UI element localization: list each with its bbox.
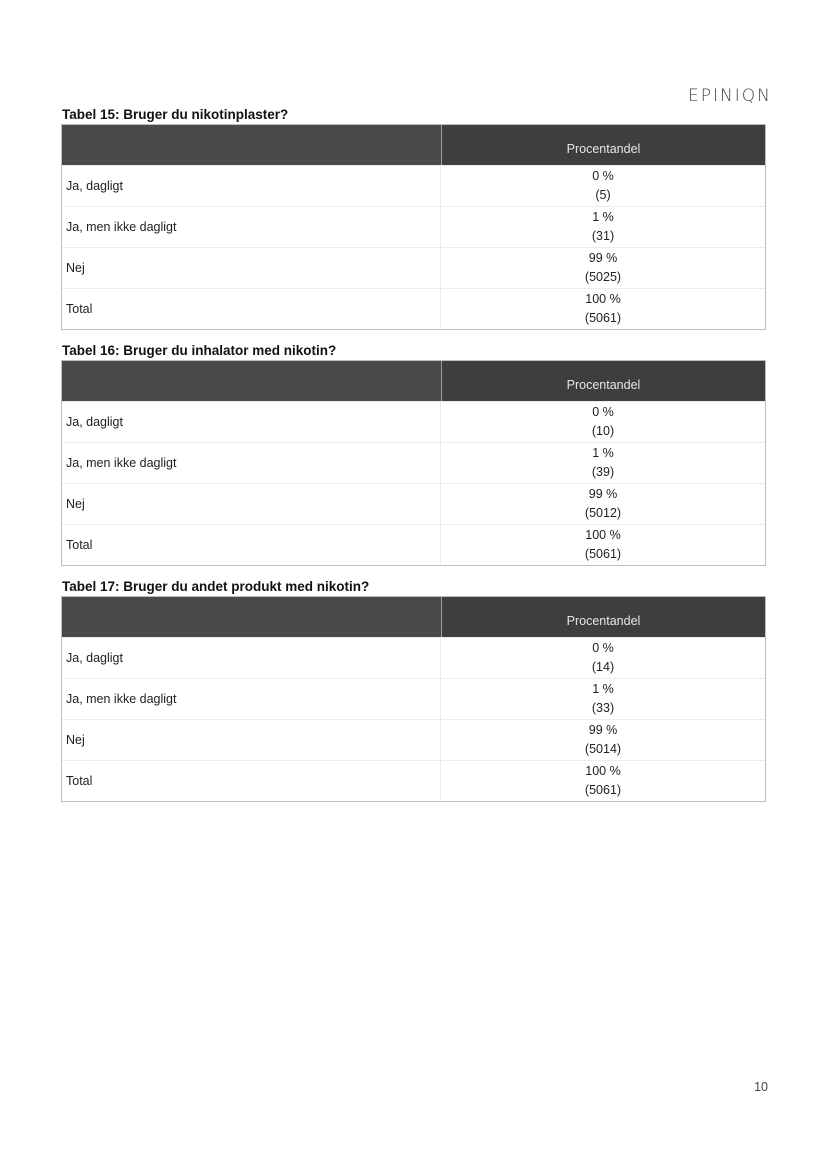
- percent-value: 100 %: [585, 764, 621, 778]
- count-value: (33): [591, 701, 615, 715]
- row-value: [441, 484, 765, 524]
- header-blank-cell: [62, 361, 442, 401]
- table-row: [62, 165, 765, 206]
- table-row: [62, 442, 765, 483]
- row-value: [441, 638, 765, 678]
- percent-value: 99 %: [588, 723, 618, 737]
- row-label: Ja, dagligt: [62, 638, 441, 678]
- percent-value: 99 %: [588, 487, 618, 501]
- row-value: [441, 720, 765, 760]
- table-row: [62, 719, 765, 760]
- percent-value: 1 %: [592, 446, 614, 460]
- row-label: Total: [62, 525, 441, 565]
- count-value: (5061): [584, 783, 622, 797]
- row-value: [441, 402, 765, 442]
- table-17-title: Tabel 17: Bruger du andet produkt med nikotin?: [62, 579, 370, 594]
- table-row: [62, 483, 765, 524]
- table-header: [62, 361, 765, 401]
- table-16-title: Tabel 16: Bruger du inhalator med nikotin?: [62, 343, 337, 358]
- header-blank-cell: [62, 125, 442, 165]
- row-label: Total: [62, 289, 441, 329]
- row-value: [441, 166, 765, 206]
- row-label: Ja, men ikke dagligt: [62, 207, 441, 247]
- table-17: [61, 596, 766, 802]
- table-row: [62, 760, 765, 801]
- table-header: [62, 125, 765, 165]
- row-label: Nej: [62, 720, 441, 760]
- row-label: Total: [62, 761, 441, 801]
- count-value: (5): [595, 188, 611, 202]
- row-value: [441, 207, 765, 247]
- table-row: [62, 288, 765, 329]
- column-header-procentandel: Procentandel: [442, 125, 765, 165]
- percent-value: 0 %: [592, 641, 614, 655]
- count-value: (39): [591, 465, 615, 479]
- table-15: [61, 124, 766, 330]
- table-row: [62, 524, 765, 565]
- count-value: (31): [591, 229, 615, 243]
- header-blank-cell: [62, 597, 442, 637]
- percent-value: 0 %: [592, 169, 614, 183]
- column-header-procentandel: Procentandel: [442, 361, 765, 401]
- percent-value: 1 %: [592, 210, 614, 224]
- percent-value: 100 %: [585, 528, 621, 542]
- count-value: (5061): [584, 547, 622, 561]
- epinion-logo: EPINIQN: [688, 86, 772, 106]
- count-value: (5012): [584, 506, 622, 520]
- row-value: [441, 761, 765, 801]
- percent-value: 0 %: [592, 405, 614, 419]
- table-15-title: Tabel 15: Bruger du nikotinplaster?: [62, 107, 289, 122]
- percent-value: 99 %: [588, 251, 618, 265]
- table-header: [62, 597, 765, 637]
- percent-value: 1 %: [592, 682, 614, 696]
- count-value: (5014): [584, 742, 622, 756]
- page-number: 10: [754, 1080, 768, 1094]
- table-row: [62, 401, 765, 442]
- row-label: Ja, men ikke dagligt: [62, 443, 441, 483]
- table-row: [62, 678, 765, 719]
- table-row: [62, 637, 765, 678]
- row-label: Ja, dagligt: [62, 166, 441, 206]
- count-value: (14): [591, 660, 615, 674]
- row-value: [441, 679, 765, 719]
- percent-value: 100 %: [585, 292, 621, 306]
- row-label: Nej: [62, 484, 441, 524]
- table-16: [61, 360, 766, 566]
- row-label: Ja, dagligt: [62, 402, 441, 442]
- row-value: [441, 443, 765, 483]
- table-row: [62, 206, 765, 247]
- row-value: [441, 248, 765, 288]
- row-value: [441, 289, 765, 329]
- row-label: Ja, men ikke dagligt: [62, 679, 441, 719]
- count-value: (5061): [584, 311, 622, 325]
- row-value: [441, 525, 765, 565]
- column-header-procentandel: Procentandel: [442, 597, 765, 637]
- count-value: (5025): [584, 270, 622, 284]
- table-row: [62, 247, 765, 288]
- count-value: (10): [591, 424, 615, 438]
- row-label: Nej: [62, 248, 441, 288]
